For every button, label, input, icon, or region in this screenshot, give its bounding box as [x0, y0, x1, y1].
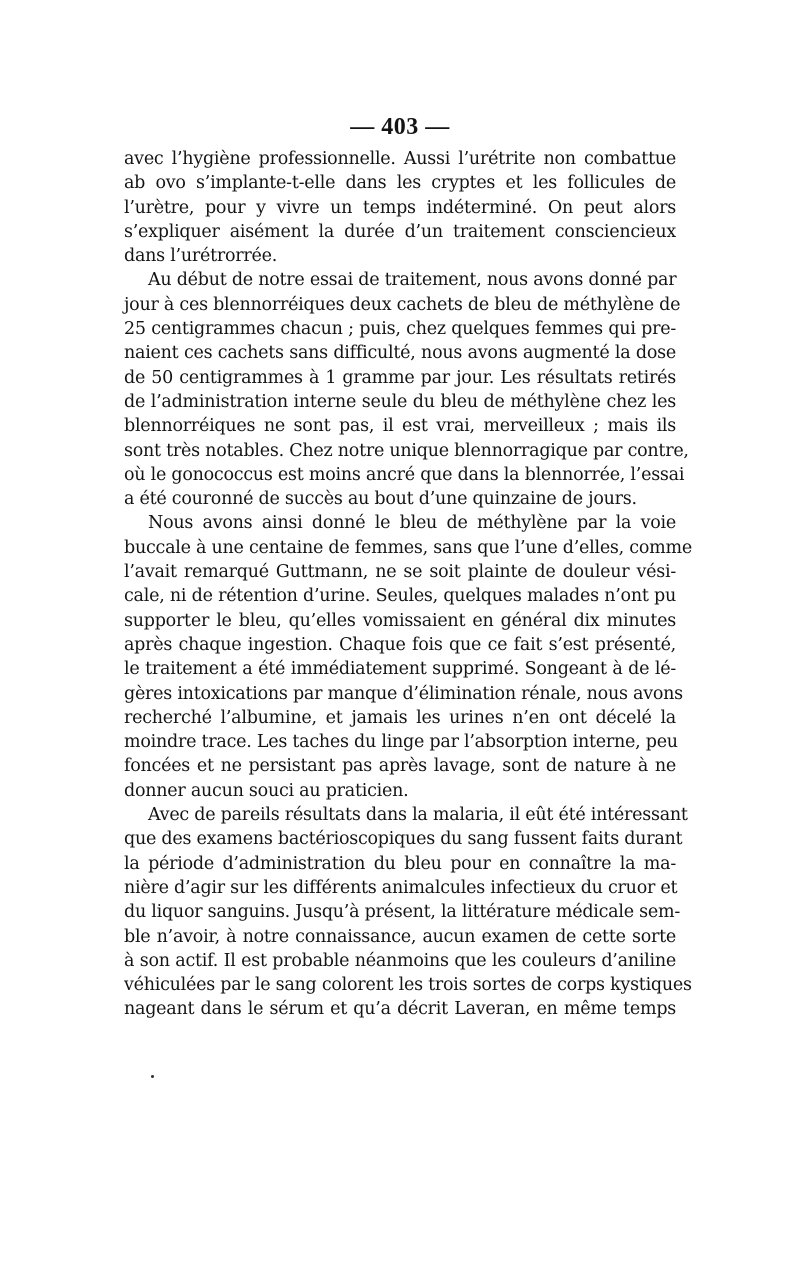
text-line: blennorréiques ne sont pas, il est vrai, merveilleux ; mais ils: [124, 416, 676, 437]
text-line: Avec de pareils résultats dans la malaria, il eût été intéressant: [148, 805, 688, 826]
text-line: donner aucun souci au praticien.: [124, 780, 409, 801]
text-line: a été couronné de succès au bout d’une quinzaine de jours.: [124, 489, 637, 510]
page-number: — 403 —: [350, 114, 450, 140]
text-line: véhiculées par le sang colorent les trois sortes de corps kystiques: [124, 975, 692, 996]
text-line: nière d’agir sur les différents animalcules infectieux du cruor et: [124, 877, 678, 898]
text-line: à son actif. Il est probable néanmoins que les couleurs d’aniline: [124, 950, 676, 971]
text-line: foncées et ne persistant pas après lavage, sont de nature à ne: [124, 756, 676, 777]
text-line: jour à ces blennorréiques deux cachets de bleu de méthylène de: [124, 294, 681, 315]
text-line: 25 centigrammes chacun ; puis, chez quelques femmes qui pre-: [124, 319, 676, 340]
text-line: ab ovo s’implante-t-elle dans les cryptes et les follicules de: [124, 173, 676, 194]
text-line: sont très notables. Chez notre unique blennorragique par contre,: [124, 440, 689, 461]
text-line: du liquor sanguins. Jusqu’à présent, la littérature médicale sem-: [124, 902, 680, 923]
text-line: supporter le bleu, qu’elles vomissaient en général dix minutes: [124, 610, 676, 631]
text-line: Au début de notre essai de traitement, nous avons donné par: [148, 270, 677, 291]
text-line: dans l’urétrorrée.: [124, 246, 278, 267]
text-line: gères intoxications par manque d’élimination rénale, nous avons: [124, 683, 683, 704]
text-line: le traitement a été immédiatement supprimé. Songeant à de lé-: [124, 659, 676, 680]
text-line: avec l’hygiène professionnelle. Aussi l’urétrite non combattue: [124, 149, 676, 169]
text-line: l’avait remarqué Guttmann, ne se soit plainte de douleur vési-: [124, 562, 676, 583]
text-line: nageant dans le sérum et qu’a décrit Laveran, en même temps: [124, 999, 676, 1020]
text-line: de 50 centigrammes à 1 gramme par jour. Les résultats retirés: [124, 367, 676, 388]
text-line: de l’administration interne seule du bleu de méthylène chez les: [124, 391, 676, 412]
text-line: l’urètre, pour y vivre un temps indéterminé. On peut alors: [124, 197, 676, 218]
text-line: recherché l’albumine, et jamais les urines n’en ont décelé la: [124, 707, 676, 728]
text-line: ble n’avoir, à notre connaissance, aucun examen de cette sorte: [124, 926, 676, 947]
text-line: s’expliquer aisément la durée d’un traitement consciencieux: [124, 221, 676, 242]
body-text: [124, 147, 692, 1022]
text-line: naient ces cachets sans difficulté, nous avons augmenté la dose: [124, 343, 676, 364]
text-line: la période d’administration du bleu pour en connaître la ma-: [124, 853, 676, 874]
text-line: après chaque ingestion. Chaque fois que ce fait s’est présenté,: [124, 634, 676, 655]
ink-speck: [151, 1075, 154, 1078]
text-line: où le gonococcus est moins ancré que dans la blennorrée, l’essai: [124, 464, 685, 485]
text-line: que des examens bactérioscopiques du sang fussent faits durant: [124, 829, 683, 850]
text-line: buccale à une centaine de femmes, sans que l’une d’elles, comme: [124, 537, 692, 558]
text-line: cale, ni de rétention d’urine. Seules, quelques malades n’ont pu: [124, 586, 676, 607]
text-line: Nous avons ainsi donné le bleu de méthylène par la voie: [148, 513, 676, 534]
text-line: moindre trace. Les taches du linge par l’absorption interne, peu: [124, 732, 678, 753]
